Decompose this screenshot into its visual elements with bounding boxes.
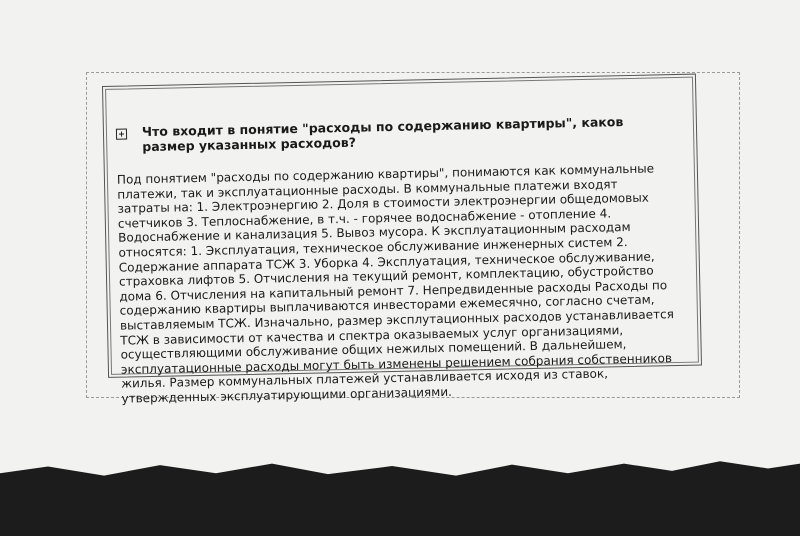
faq-content	[116, 113, 678, 406]
expand-plus-icon[interactable]	[116, 128, 127, 139]
faq-answer: Под понятием "расходы по содержанию квартиры", понимаются как коммунальные платежи, так и эксплуатационные расходы. В коммунальные платежи входят затраты на: 1. Электроэнергию 2. Доля в стоимости электроэнергии общедомовых счетчиков 3. Теплоснабжение, в т.ч. - горячее водоснабжение - отопление 4. Водоснабжение и канализация 5. Вывоз мусора. К эксплуатационным расходам относятся: 1. Эксплуатация, техническое обслуживание инженерных систем 2. Содержание аппарата ТСЖ 3. Уборка 4. Эксплуатация, техническое обслуживание, страховка лифтов 5. Отчисления на текущий ремонт, комплектацию, обустройство дома 6. Отчисления на капитальный ремонт 7. Непредвиденные расходы Расходы по содержанию квартиры выплачиваются инвесторами ежемесячно, согласно счетам, выставляемым ТСЖ. Изначально, размер эксплутационных расходов устанавливается ТСЖ в зависимости от качества и спектра оказываемых услуг организациями, осуществляющими обслуживание общих нежилых помещений. В дальнейшем, эксплуатационные расходы могут быть изменены решением собрания собственников жилья. Размер коммунальных платежей устанавливается исходя из ставок, утвержденных эксплуатирующими организациями.	[116, 161, 675, 406]
faq-box	[102, 74, 702, 406]
faq-question: Что входит в понятие "расходы по содержанию квартиры", каков размер указанных расходов?	[141, 114, 624, 155]
